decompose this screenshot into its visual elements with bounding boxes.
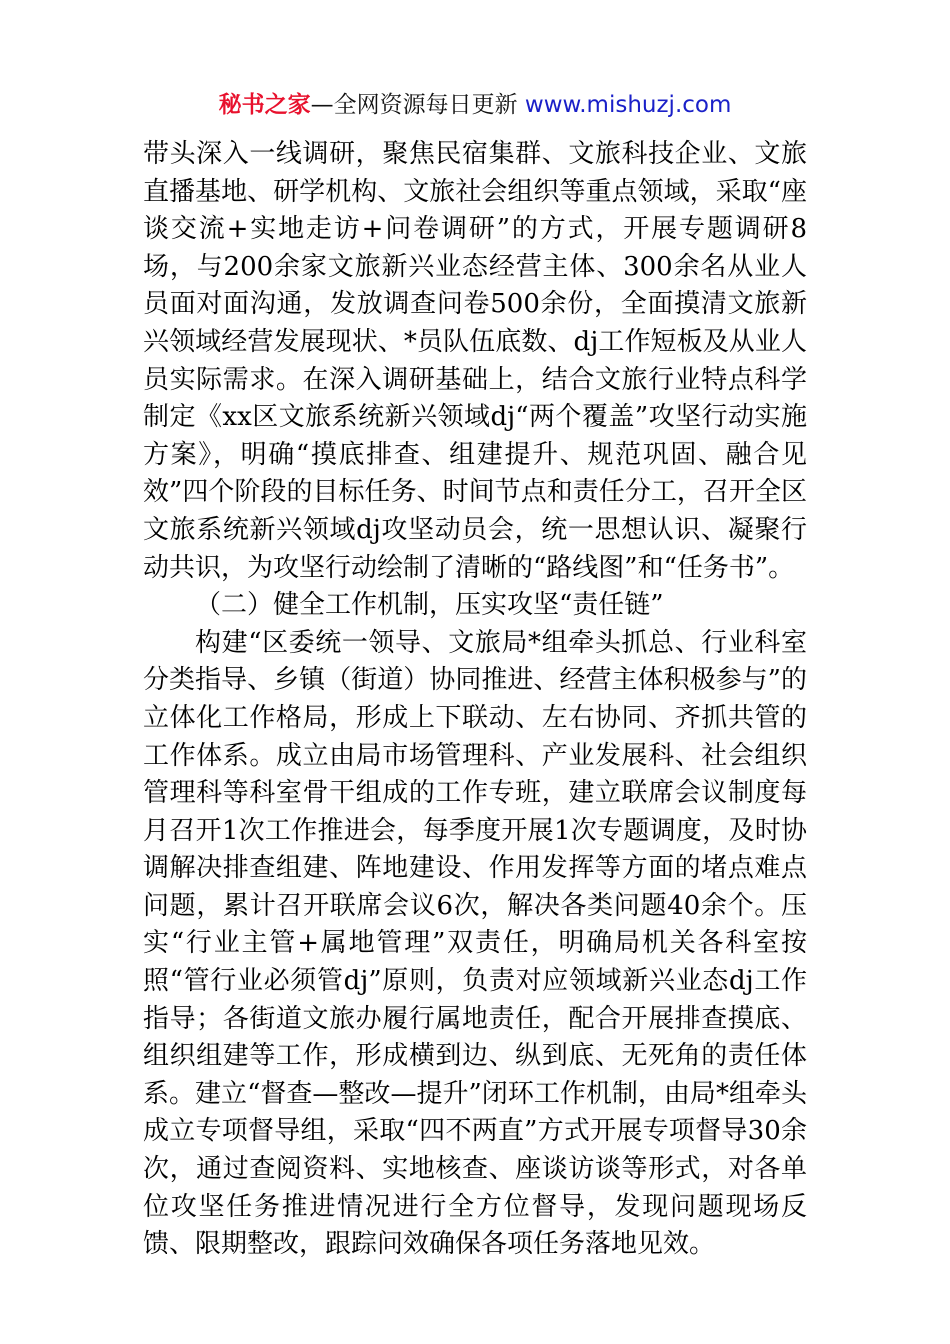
header-tagline: —全网资源每日更新 [310, 92, 525, 118]
section-heading: （二）健全工作机制，压实攻坚“责任链” [195, 590, 664, 621]
paragraph-research: 带头深入一线调研，聚焦民宿集群、文旅科技企业、文旅直播基地、研学机构、文旅社会组织等重点领域，采取“座谈交流+实地走访+问卷调研”的方式，开展专题调研8场，与200余家文旅新兴业态经营主体、300余名从业人员面对面沟通，发放调查问卷500余份，全面摸清文旅新兴领域经营发展现状、*员队伍底数、dj工作短板及从业人员实际需求。在深入调研基础上，结合文旅行业特点科学制定《xx区文旅系统新兴领域dj“两个覆盖”攻坚行动实施方案》，明确“摸底排查、组建提升、规范巩固、融合见效”四个阶段的目标任务、时间节点和责任分工，召开全区文旅系统新兴领域dj攻坚动员会，统一思想认识、凝聚行动共识，为攻坚行动绘制了清晰的“路线图”和“任务书”。 [143, 139, 807, 583]
paragraph-mechanism: 构建“区委统一领导、文旅局*组牵头抓总、行业科室分类指导、乡镇（街道）协同推进、经营主体积极参与”的立体化工作格局，形成上下联动、左右协同、齐抓共管的工作体系。成立由局市场管理科、产业发展科、社会组织管理科等科室骨干组成的工作专班，建立联席会议制度每月召开1次工作推进会，每季度开展1次专题调度，及时协调解决排查组建、阵地建设、作用发挥等方面的堵点难点问题，累计召开联席会议6次，解决各类问题40余个。压实“行业主管+属地管理”双责任，明确局机关各科室按照“管行业必须管dj”原则，负责对应领域新兴业态dj工作指导；各街道文旅办履行属地责任，配合开展排查摸底、组织组建等工作，形成横到边、纵到底、无死角的责任体系。建立“督查—整改—提升”闭环工作机制，由局*组牵头成立专项督导组，采取“四不两直”方式开展专项督导30余次，通过查阅资料、实地核查、座谈访谈等形式，对各单位攻坚任务推进情况进行全方位督导，发现问题现场反馈、限期整改，跟踪问效确保各项任务落地见效。 [143, 627, 807, 1260]
site-header [0, 88, 950, 122]
document-body [143, 136, 807, 1264]
website-url: www.mishuzj.com [524, 92, 732, 118]
brand-name: 秘书之家 [218, 92, 311, 118]
